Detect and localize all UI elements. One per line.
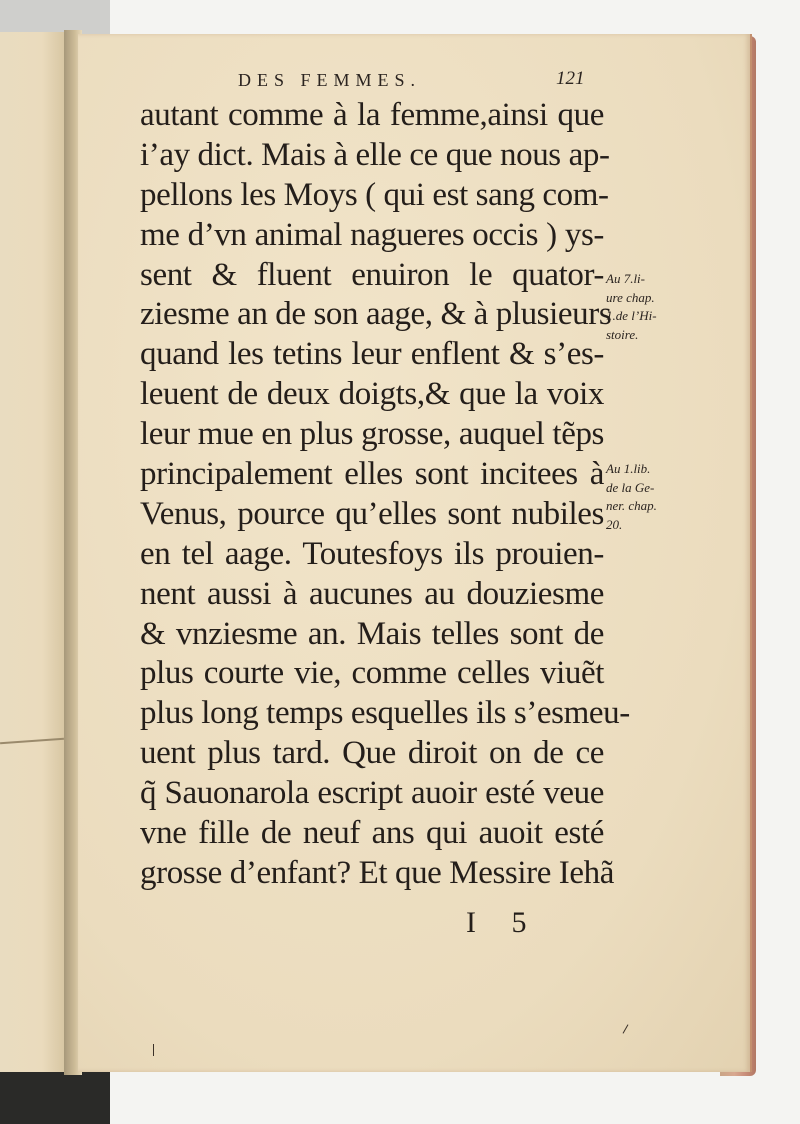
left-page: [0, 32, 71, 1072]
margin-note-line: 20.: [606, 516, 623, 532]
text-line: plus long temps esquelles ils s’esmeu-: [140, 695, 630, 732]
background-strip: [0, 0, 110, 34]
text-line: i’ay dict. Mais à elle ce que nous ap-: [140, 136, 610, 173]
text-line: principalement elles sont incitees à: [140, 456, 604, 493]
page-number: 121: [556, 68, 585, 89]
text-line: autant comme à la femme,ainsi que: [140, 97, 604, 133]
text-line: & vnziesme an. Mais telles sont de: [140, 615, 604, 652]
background-dark-strip: [0, 1070, 110, 1124]
margin-note-line: Au 7.li-: [606, 271, 645, 286]
text-line: grosse d’enfant? Et que Messire Iehã: [140, 854, 614, 891]
text-line: vne fille de neuf ans qui auoit esté: [140, 815, 604, 852]
text-line: pellons les Moys ( qui est sang com-: [140, 176, 609, 213]
text-line: uent plus tard. Que diroit on de ce: [140, 735, 604, 772]
margin-note-line: de la Ge-: [606, 479, 655, 495]
text-line: en tel aage. Toutesfoys ils prouien-: [140, 535, 604, 572]
margin-note-line: stoire.: [606, 326, 639, 342]
text-line: q̃ Sauonarola escript auoir esté veue: [140, 775, 604, 812]
running-head: DES FEMMES.: [238, 70, 422, 90]
text-line: leuent de deux doigts,& que la voix: [140, 376, 604, 413]
book-page: [78, 34, 752, 1072]
ink-mark: [153, 1044, 154, 1056]
text-line: me d’vn animal nagueres occis ) ys-: [140, 216, 604, 253]
margin-note-line: ner. chap.: [606, 498, 657, 513]
text-line: nent aussi à aucunes au douziesme: [140, 575, 604, 612]
text-line: leur mue en plus grosse, auquel tẽps: [140, 416, 604, 453]
text-line: plus courte vie, comme celles viuẽt: [140, 655, 604, 692]
text-line: ziesme an de son aage, & à plusieurs: [140, 296, 612, 333]
text-line: sent & fluent enuiron le quator-: [140, 256, 604, 293]
margin-note: [606, 460, 706, 534]
ink-mark: [623, 1024, 629, 1033]
margin-note: [606, 270, 706, 344]
margin-note-line: 1.de l’Hi-: [606, 308, 657, 323]
signature-mark: I 5: [466, 906, 541, 939]
text-line: quand les tetins leur enflent & s’es-: [140, 336, 604, 373]
margin-note-line: Au 1.lib.: [606, 461, 651, 476]
margin-note-line: ure chap.: [606, 289, 655, 305]
text-line: Venus, pource qu’elles sont nubiles: [140, 495, 604, 532]
